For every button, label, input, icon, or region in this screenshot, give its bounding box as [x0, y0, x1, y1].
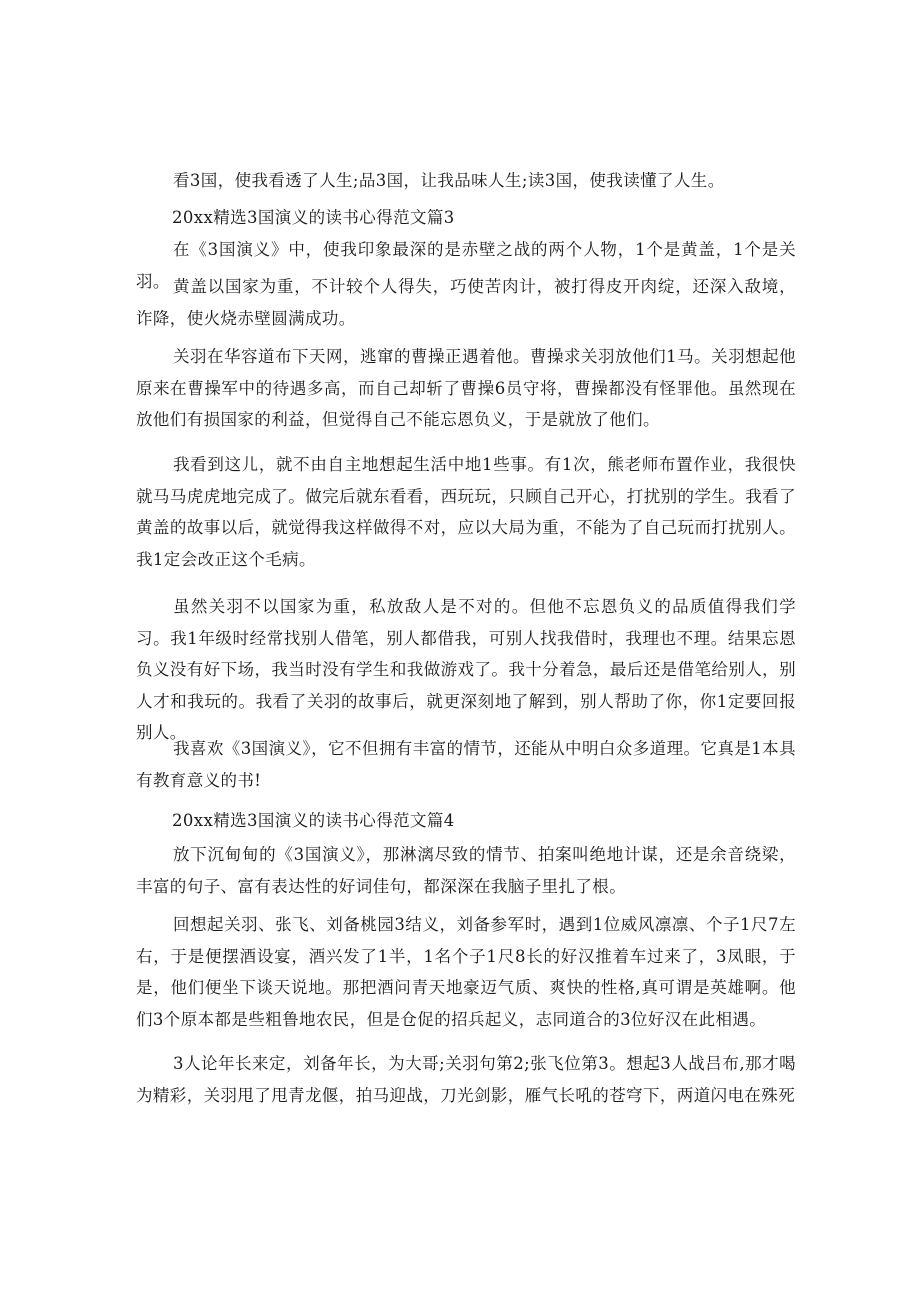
paragraph-closing: 我喜欢《3国演义》，它不但拥有丰富的情节，还能从中明白众多道理。它真是1本具有教育意义的书! [136, 739, 796, 790]
paragraph-brothers: 3人论年长来定，刘备年长，为大哥;关羽句第2;张飞位第3。想起3人战吕布,那才喝为精彩，关羽甩了甩青龙偃，拍马迎战，刀光剑影，雁气长吼的苍穹下，两道闪电在殊死 [136, 1054, 796, 1105]
paragraph-guan-yu: 关羽在华容道布下天网，逃窜的曹操正遇着他。曹操求关羽放他们1马。关羽想起他原来在曹操军中的待遇多高，而自己却斩了曹操6员守将，曹操都没有怪罪他。虽然现在放他们有损国家的利益，但觉得自己不能忘恩负义，于是就放了他们。 [136, 347, 796, 429]
paragraph-reflection-borrowing: 虽然关羽不以国家为重，私放敌人是不对的。但他不忘恩负义的品质值得我们学习。我1年级时经常找别人借笔，别人都借我，可别人找我借时，我理也不理。结果忘恩负义没有好下场，我当时没有学生和我做游戏了。我十分着急，最后还是借笔给别人，别人才和我玩的。我看了关羽的故事后，就更深刻地了解到，别人帮助了你，你1定要回报别人。 [136, 597, 796, 742]
paragraph-intro-red-cliff: 在《3国演义》中，使我印象最深的是赤壁之战的两个人物，1个是黄盖，1个是关羽。 [136, 240, 796, 291]
paragraph-impression: 放下沉甸甸的《3国演义》，那淋漓尽致的情节、拍案叫绝地计谋，还是余音绕梁，丰富的句子、富有表达性的好词佳句，都深深在我脑子里扎了根。 [136, 845, 796, 896]
section-heading-3: 20xx精选3国演义的读书心得范文篇3 [172, 208, 455, 227]
paragraph-conclusion: 看3国，使我看透了人生;品3国，让我品味人生;读3国，使我读懂了人生。 [173, 171, 725, 190]
paragraph-reflection-homework: 我看到这儿，就不由自主地想起生活中地1些事。有1次，熊老师布置作业，我很快就马马虎虎地完成了。做完后就东看看，西玩玩，只顾自己开心，打扰别的学生。我看了黄盖的故事以后，就觉得我这样做得不对，应以大局为重，不能为了自己玩而打扰别人。我1定会改正这个毛病。 [136, 455, 796, 569]
paragraph-huang-gai: 黄盖以国家为重，不计较个人得失，巧使苦肉计，被打得皮开肉绽，还深入敌境，诈降，使火烧赤壁圆满成功。 [136, 277, 796, 328]
section-heading-4: 20xx精选3国演义的读书心得范文篇4 [172, 811, 455, 830]
paragraph-peach-garden: 回想起关羽、张飞、刘备桃园3结义，刘备参军时，遇到1位威风凛凛、个子1尺7左右，于是便摆酒设宴，酒兴发了1半，1名个子1尺8长的好汉推着车过来了，3凤眼，于是，他们便坐下谈天说地。那把酒问青天地豪迈气质、爽快的性格,真可谓是英雄啊。他们3个原本都是些粗鲁地农民，但是仓促的招兵起义，志同道合的3位好汉在此相遇。 [136, 915, 796, 1029]
